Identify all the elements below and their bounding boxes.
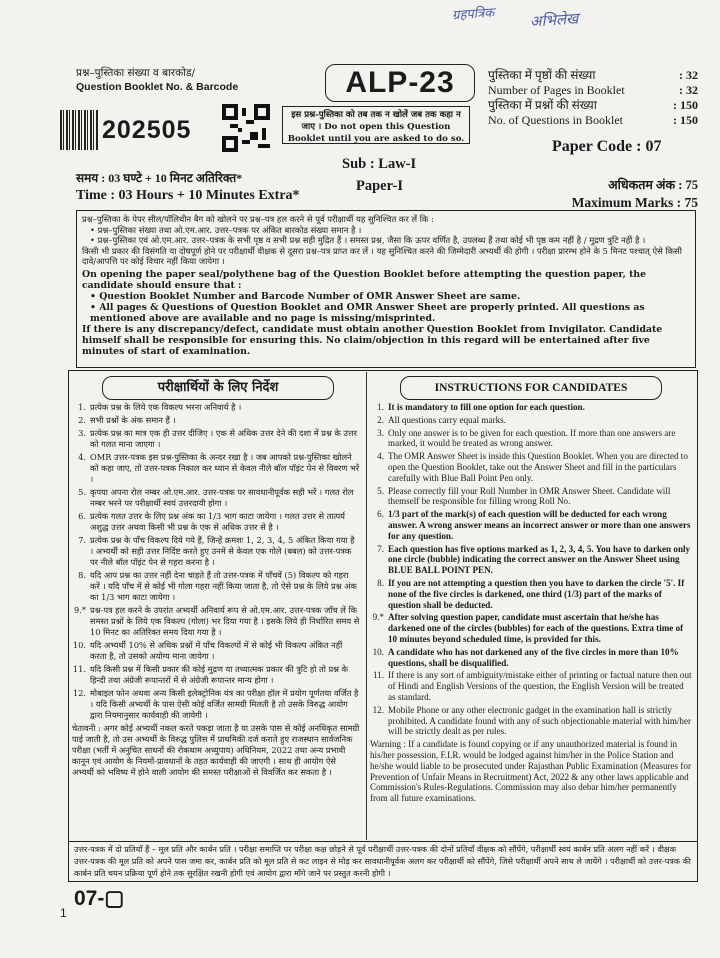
seal-notice-hi: प्रश्न–पुस्तिका के पेपर सील/पॉलिथीन बैग को खोलने पर प्रश्न–पत्र हल करने से पूर्व परीक्षार्थी यह सुनिश्चित कर लें कि : [82,214,434,224]
english-instruction-item-number: 2. [377,414,384,425]
english-instruction-item-text: If you are not attempting a question then you have to darken the circle '5'. If none of the five circles is darkened, one third (1/3) part of the marks of question shall be deducted. [388,577,685,610]
english-instruction-item-text: After solving question paper, candidate must ascertain that he/she has darkened one of the circles (bubbles) for each of the questions. Extra time of 10 minutes beyond scheduled time, is provided for this. [388,612,684,644]
marks-hi: अधिकतम अंक : 75 [608,178,698,192]
english-instruction-item [370,486,692,508]
english-instruction-item [370,670,692,702]
english-instruction-item-number: 11. [372,670,384,681]
pages-label-en: Number of Pages in Booklet [488,83,625,97]
page-number: 1 [60,906,67,920]
hindi-instruction-item-number: 6. [78,511,86,521]
hindi-instruction-item-text: कृपया अपना रोल नम्बर ओ.एम.आर. उत्तर-पत्रक पर सावधानीपूर्वक सही भरें । गलत रोल नम्बर भरने पर परीक्षार्थी स्वयं उत्तरदायी होगा । [90,487,354,508]
english-instruction-item-number: 10. [372,646,384,657]
time-en: Time : 03 Hours + 10 Minutes Extra* [76,188,300,203]
barcode-image [60,110,98,150]
hindi-instruction-item-text: प्रत्येक गलत उत्तर के लिए प्रश्न अंक का 1/3 भाग काटा जायेगा । गलत उत्तर से तात्पर्य अशुद्ध उत्तर अथवा किसी भी प्रश्न के एक से अधिक उत्तर से है । [90,511,345,532]
english-instruction-item-number: 1. [377,402,384,412]
hindi-instruction-item-number: 12. [72,688,86,698]
english-instruction-item [370,544,692,576]
english-instruction-item [370,402,692,413]
english-instruction-item-text: All questions carry equal marks. [388,414,506,425]
seal-notice-hi-tail: किसी भी प्रकार की विसंगति या दोषपूर्ण होने पर परीक्षार्थी वीक्षक से दूसरा प्रश्न–पत्र प्राप्त कर लें । यह सुनिश्चित करने की जिम्मेदारी अभ्यर्थी की होगी । परीक्षा प्रारम्भ होने के 5 मिनट पश्चात् ऐसे किसी दावे/आपत्ति पर कोई विचार नहीं किया जायेगा । [82,245,682,266]
time-hi: समय : 03 घण्टे + 10 मिनट अतिरिक्त* [76,171,243,185]
seal-notice-en-bullet-2: All pages & Questions of Question Booklet and OMR Answer Sheet are properly printed. All questions as mentioned above are available and no page is missing/misprinted. [90,301,645,324]
hindi-instruction-item-number: 9.* [74,605,86,615]
hindi-instruction-item-text: चेतावनी : अगर कोई अभ्यर्थी नकल करते पकड़ा जाता है या उसके पास से कोई अनधिकृत सामग्री पाई जाती है, तो उस अभ्यर्थी के विरुद्ध पुलिस में प्राथमिकी दर्ज कराते हुए राजस्थान सार्वजनिक परीक्षा (भर्ती में अनुचित साधनों की रोकथाम अध्युपाय) अधिनियम, 2022 तथा अन्य प्रभावी कानून एवं आयोग के नियमों-प्रावधानों के तहत कार्यवाही की जाएगी । साथ ही आयोग ऐसे अभ्यर्थी को भविष्य में होने वाली आयोग की समस्त परीक्षाओं से विवर्जित कर सकता है । [72,723,360,777]
english-instruction-item-text: If there is any sort of ambiguity/mistake either of printing or factual nature then out of Hindi and English Versions of the question, the English Version will be treated as standard. [388,670,692,702]
booklet-label [76,66,238,94]
hindi-instruction-item [72,535,360,568]
hindi-instruction-item-text: मोबाइल फोन अथवा अन्य किसी इलेक्ट्रोनिक यंत्र का परीक्षा हॉल में प्रयोग पूर्णतया वर्जित है । यदि किसी अभ्यर्थी के पास ऐसी कोई वर्जित सामग्री मिलती है तो उसके विरुद्ध आयोग द्वारा नियमानुसार कार्यवाही की जायेगी । [90,688,359,720]
english-instruction-item-text: Mobile Phone or any other electronic gadget in the examination hall is strictly prohibited. A candidate found with any of such objectionable material with him/her will be strictly dealt as per rules. [388,704,692,737]
qr-code-image [222,104,270,152]
english-instruction-item-text: Please correctly fill your Roll Number in OMR Answer Sheet. Candidate will themself be responsible for filling wrong Roll No. [388,485,671,507]
exam-code: ALP-23 [325,64,475,102]
english-instruction-item [370,647,692,669]
time-info [76,170,300,204]
hindi-instruction-item-text: OMR उत्तर-पत्रक इस प्रश्न-पुस्तिका के अन्दर रखा है । जब आपको प्रश्न-पुस्तिका खोलने को कहा जाए, तो उत्तर-पत्रक निकाल कर ध्यान से केवल नीले बॉल पॉइंट पेन से विवरण भरें । [90,452,360,484]
column-divider [366,372,367,840]
hindi-instruction-item-number: 2. [78,415,86,425]
english-instruction-item-text: 1/3 part of the mark(s) of each question will be deducted for each wrong answer. A wrong answer means an incorrect answer or more than one answers for any question. [388,509,691,541]
english-instruction-item-number: 3. [377,427,384,438]
pages-value-en: : 32 [679,83,698,97]
max-marks [556,176,698,212]
seal-notice: प्रश्न–पुस्तिका के पेपर सील/पॉलिथीन बैग को खोलने पर प्रश्न–पत्र हल करने से पूर्व परीक्षार्थी यह सुनिश्चित कर लें कि : • प्रश्न–पुस्तिका संख्या तथा ओ.एम.आर. उत्तर–पत्रक पर अंकित बारकोड संख्या समान है । • प्रश्न–पुस्तिका एवं ओ.एम.आर. उत्तर–पत्रक के सभी पृष्ठ व सभी प्रश्न सही मुद्रित हैं । समस्त प्रश्न, जैसा कि ऊपर वर्णित है, उपलब्ध हैं तथा कोई भी पृष्ठ कम नहीं है / मुद्रण त्रुटि नहीं है । किसी भी प्रकार की विसंगति या दोषपूर्ण होने पर परीक्षार्थी वीक्षक से दूसरा प्रश्न–पत्र प्राप्त कर लें । यह सुनिश्चित करने की जिम्मेदारी अभ्यर्थी की होगी । परीक्षा प्रारम्भ होने के 5 मिनट पश्चात् ऐसे किसी दावे/आपत्ति पर कोई विचार नहीं किया जायेगा । On opening the paper seal/polythene bag of the Question Booklet before attempting the question paper, the candidate should ensure that : • Question Booklet Number and Barcode Number of OMR Answer Sheet are same. • All pages & Questions of Question Booklet and OMR Answer Sheet are properly printed. All questions as mentioned above are available and no page is missing/misprinted. If there is any discrepancy/defect, candidate must obtain another Question Booklet from Invigilator. Candidate himself shall be responsible for ensuring this. No claim/objection in this regard will be entertained after five minutes of start of examination. [76,210,696,368]
hindi-instruction-item [72,688,360,721]
paper-number: Paper-I [356,178,403,194]
hindi-instruction-item-text: प्रश्न-पत्र हल करने के उपरांत अभ्यर्थी अनिवार्य रूप से ओ.एम.आर. उत्तर-पत्रक जाँच लें कि समस्त प्रश्नों के लिये एक विकल्प (गोला) भर दिया गया है । इसके लिये ही निर्धारित समय से 10 मिनट का अतिरिक्त समय दिया गया है । [90,605,360,637]
english-instruction-item-number: 7. [377,543,384,554]
hindi-instruction-item-number: 1. [78,402,86,412]
hindi-instruction-item-text: सभी प्रश्नों के अंक समान हैं । [90,415,176,425]
english-instruction-item-number: 12. [372,704,384,715]
hindi-instruction-item [72,487,360,509]
hindi-instruction-item [72,723,360,778]
english-instruction-item-text: Only one answer is to be given for each question. If more than one answers are marked, it would be treated as wrong answer. [388,427,676,449]
booklet-counts [488,68,698,128]
subject: Sub : Law-I [342,156,417,172]
hindi-instruction-item-text: प्रत्येक प्रश्न के लिये एक विकल्प भरना अनिवार्य है । [90,402,242,412]
hindi-instruction-item-number: 5. [78,487,86,497]
english-instruction-item [370,428,692,450]
english-instructions-heading: INSTRUCTIONS FOR CANDIDATES [400,376,662,400]
english-instruction-item-number: 8. [377,577,384,588]
english-instruction-item-number: 5. [377,485,384,496]
hindi-instruction-item-number: 4. [78,452,86,462]
hindi-instruction-item [72,570,360,603]
paper-code: Paper Code : 07 [552,138,662,155]
pages-value: : 32 [679,68,698,82]
english-instruction-item-text: It is mandatory to fill one option for each question. [388,402,585,412]
english-instruction-item-text: The OMR Answer Sheet is inside this Question Booklet. When you are directed to open the Question Booklet, take out the Answer Sheet and fill in the particulars carefully with Blue Ball Point Pen only. [388,451,688,483]
hindi-instruction-item-text: यदि अभ्यर्थी 10% से अधिक प्रश्नों में पाँच विकल्पों में से कोई भी विकल्प अंकित नहीं करता है, तो उसको अयोग्य माना जायेगा । [90,640,343,661]
questions-value: : 150 [673,98,698,112]
hindi-instruction-item-number: 10. [72,640,86,650]
english-instruction-item [370,705,692,737]
marks-en: Maximum Marks : 75 [571,195,698,210]
english-instruction-item [370,509,692,541]
hindi-instruction-item-text: प्रत्येक प्रश्न का मात्र एक ही उत्तर दीजिए । एक से अधिक उत्तर देने की दशा में प्रश्न के उत्तर को गलत माना जाएगा । [90,428,358,449]
handwritten-note-left: ग्रहपत्रिक [451,5,495,24]
english-instruction-item-number: 9.* [372,612,384,623]
hindi-instruction-item [72,452,360,485]
hindi-instruction-item [72,428,360,450]
hindi-instructions-heading: परीक्षार्थियों के लिए निर्देश [102,376,334,400]
english-instruction-item-text: Each question has five options marked as 1, 2, 3, 4, 5. You have to darken only one circle (bubble) indicating the correct answer on the Answer Sheet using BLUE BALL POINT PEN. [388,543,691,576]
seal-notice-hi-bullet-2: प्रश्न–पुस्तिका एवं ओ.एम.आर. उत्तर–पत्रक के सभी पृष्ठ व सभी प्रश्न सही मुद्रित हैं । समस्त प्रश्न, जैसा कि ऊपर वर्णित है, उपलब्ध हैं तथा कोई भी पृष्ठ कम नहीं है / मुद्रण त्रुटि नहीं है । [97,235,646,245]
hindi-instruction-item-number: 11. [72,664,86,674]
hindi-instruction-item [72,640,360,662]
english-instruction-item-text: Warning : If a candidate is found copying or if any unauthorized material is found in his/her possession, F.I.R. would be lodged against him/her in the Police Station and he/she would liable to be prosecuted under Rajasthan Public Examination (Measures for Prevention of Unfair Means in Recruitment) Act, 2022 & any other laws applicable and Commission's Rules-Regulations. Commission may also debar him/her permanently from all future examinations. [370,739,691,804]
english-instruction-item [370,578,692,610]
english-instructions-list [370,402,692,806]
hindi-instruction-item-number: 3. [78,428,86,438]
english-instruction-item [370,415,692,426]
hindi-instruction-item [72,402,360,413]
english-instruction-item-text: A candidate who has not darkened any of the five circles in more than 10% questions, shall be disqualified. [388,646,679,668]
questions-label-en: No. of Questions in Booklet [488,113,623,127]
hindi-instruction-item-number: 8. [78,570,86,580]
seal-notice-en-bullet-1: Question Booklet Number and Barcode Number of OMR Answer Sheet are same. [99,290,521,302]
english-instruction-item [370,739,692,804]
hindi-instruction-item [72,664,360,686]
questions-label-hi: पुस्तिका में प्रश्नों की संख्या [488,98,597,112]
seal-notice-en: On opening the paper seal/polythene bag of the Question Booklet before attempting the question paper, the candidate should ensure that : [82,268,647,291]
hindi-instruction-item-text: यदि आप प्रश्न का उत्तर नहीं देना चाहते हैं तो उत्तर-पत्रक में पाँचवें (5) विकल्प को गहरा करें । यदि पाँच में से कोई भी गोला गहरा नहीं किया जाता है, तो ऐसे प्रश्न के लिये प्रश्न अंक का 1/3 भाग काटा जायेगा । [90,570,357,602]
seal-notice-en-tail: If there is any discrepancy/defect, candidate must obtain another Question Booklet from Invigilator. Candidate himself shall be responsible for ensuring this. No claim/objection in this regard will be entertained after five minutes of start of examination. [82,323,663,357]
do-not-open-warning: इस प्रश्न-पुस्तिका को तब तक न खोलें जब तक कहा न जाए । Do not open this Question Booklet until you are asked to do so. [282,106,470,144]
english-instruction-item-number: 6. [377,509,384,520]
booklet-label-en: Question Booklet No. & Barcode [76,81,239,93]
english-instruction-item [370,612,692,644]
booklet-label-hi: प्रश्न–पुस्तिका संख्या व बारकोड/ [76,67,196,79]
hindi-instruction-item-text: यदि किसी प्रश्न में किसी प्रकार की कोई मुद्रण या तथ्यात्मक प्रकार की त्रुटि हो तो प्रश्न के हिन्दी तथा अंग्रेजी रूपान्तरों में से अंग्रेजी रूपान्तर मान्य होगा । [90,664,348,685]
questions-value-en: : 150 [673,113,698,127]
bottom-code: 07-▢ [74,887,125,910]
carbon-copy-note: उत्तर-पत्रक में दो प्रतियाँ हैं – मूल प्रति और कार्बन प्रति । परीक्षा समाप्ति पर परीक्षा कक्ष छोड़ने से पूर्व परीक्षार्थी उत्तर-पत्रक की दोनों प्रतियाँ वीक्षक को सौंपेंगे, परीक्षार्थी स्वयं कार्बन प्रति अलग नहीं करें । वीक्षक उत्तर-पत्रक की मूल प्रति को अपने पास जमा कर, कार्बन प्रति को मूल प्रति से कट लाइन से मोड़ कर सावधानीपूर्वक अलग कर परीक्षार्थी को सौंपेंगे, जिसे परीक्षार्थी अपने साथ ले जायेंगे । परीक्षार्थी को उत्तर-पत्रक की कार्बन प्रति चयन प्रक्रिया पूर्ण होने तक सुरक्षित रखनी होगी एवं आयोग द्वारा माँगे जाने पर प्रस्तुत करनी होगी । [68,842,698,882]
english-instruction-item-number: 4. [377,451,384,462]
hindi-instruction-item [72,511,360,533]
pages-label-hi: पुस्तिका में पृष्ठों की संख्या [488,68,596,82]
handwritten-note-right: अभिलेख [529,9,579,31]
hindi-instructions-list [72,402,360,780]
hindi-instruction-item-number: 7. [78,535,86,545]
seal-notice-hi-bullet-1: प्रश्न–पुस्तिका संख्या तथा ओ.एम.आर. उत्तर–पत्रक पर अंकित बारकोड संख्या समान है । [97,224,362,235]
hindi-instruction-item [72,415,360,426]
english-instruction-item [370,451,692,483]
booklet-number: 202505 [102,116,192,144]
hindi-instruction-item-text: प्रत्येक प्रश्न के पाँच विकल्प दिये गये हैं, जिन्हें क्रमशः 1, 2, 3, 4, 5 अंकित किया गया है । अभ्यर्थी को सही उत्तर निर्दिष्ट करते हुए उनमें से केवल एक गोले (बबल) को उत्तर-पत्रक पर नीले बॉल पॉइंट पेन से गहरा करना है । [90,535,355,567]
hindi-instruction-item [72,605,360,638]
